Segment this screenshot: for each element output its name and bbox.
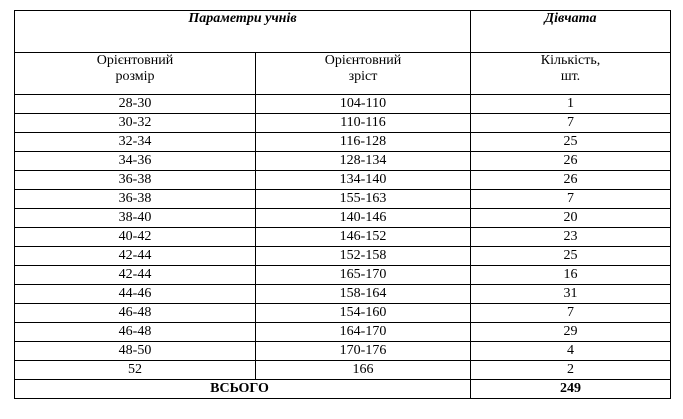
quantity-cell: 23: [471, 228, 671, 247]
size-cell: 44-46: [15, 285, 256, 304]
height-cell: 155-163: [256, 190, 471, 209]
quantity-cell: 26: [471, 171, 671, 190]
quantity-header-line-1: Кількість,: [540, 53, 601, 68]
table-row: [15, 266, 671, 285]
size-cell: 48-50: [15, 342, 256, 361]
table-row: [15, 247, 671, 266]
quantity-cell: 26: [471, 152, 671, 171]
table-row: [15, 133, 671, 152]
size-cell: 42-44: [15, 266, 256, 285]
size-cell: 34-36: [15, 152, 256, 171]
height-cell: 164-170: [256, 323, 471, 342]
quantity-cell: 7: [471, 304, 671, 323]
quantity-cell: 4: [471, 342, 671, 361]
height-cell: 158-164: [256, 285, 471, 304]
size-cell: 36-38: [15, 171, 256, 190]
quantity-cell: 29: [471, 323, 671, 342]
quantity-cell: 7: [471, 114, 671, 133]
table-row: [15, 228, 671, 247]
table-row: [15, 285, 671, 304]
table-body: [15, 11, 671, 399]
height-column-header: [256, 53, 471, 95]
size-cell: 28-30: [15, 95, 256, 114]
quantity-cell: 2: [471, 361, 671, 380]
quantity-cell: 31: [471, 285, 671, 304]
total-label: ВСЬОГО: [15, 380, 471, 399]
size-header-line-2: розмір: [115, 69, 155, 84]
size-cell: 38-40: [15, 209, 256, 228]
table-row: [15, 304, 671, 323]
quantity-header-line-2: шт.: [560, 69, 581, 84]
height-cell: 134-140: [256, 171, 471, 190]
quantity-cell: 25: [471, 247, 671, 266]
size-cell: 42-44: [15, 247, 256, 266]
quantity-cell: 1: [471, 95, 671, 114]
table-row: [15, 152, 671, 171]
quantity-cell: 7: [471, 190, 671, 209]
table-row: [15, 95, 671, 114]
header-row: [15, 11, 671, 53]
height-header-line-2: зріст: [348, 69, 378, 84]
table-row: [15, 190, 671, 209]
table-row: [15, 342, 671, 361]
height-cell: 165-170: [256, 266, 471, 285]
size-cell: 52: [15, 361, 256, 380]
height-cell: 128-134: [256, 152, 471, 171]
quantity-cell: 25: [471, 133, 671, 152]
table-row: [15, 114, 671, 133]
girls-header: Дівчата: [471, 11, 671, 53]
table-row: [15, 361, 671, 380]
params-header: Параметри учнів: [15, 11, 471, 53]
size-cell: 46-48: [15, 323, 256, 342]
size-cell: 46-48: [15, 304, 256, 323]
height-cell: 154-160: [256, 304, 471, 323]
height-cell: 166: [256, 361, 471, 380]
height-cell: 170-176: [256, 342, 471, 361]
quantity-column-header: [471, 53, 671, 95]
size-header-line-1: Орієнтовний: [96, 53, 174, 68]
size-cell: 40-42: [15, 228, 256, 247]
height-cell: 110-116: [256, 114, 471, 133]
total-value: 249: [471, 380, 671, 399]
sizes-table: [14, 10, 671, 399]
height-cell: 104-110: [256, 95, 471, 114]
size-cell: 32-34: [15, 133, 256, 152]
height-cell: 140-146: [256, 209, 471, 228]
table-row: [15, 323, 671, 342]
quantity-cell: 16: [471, 266, 671, 285]
subheader-row: [15, 53, 671, 95]
size-column-header: [15, 53, 256, 95]
height-cell: 152-158: [256, 247, 471, 266]
quantity-cell: 20: [471, 209, 671, 228]
height-cell: 116-128: [256, 133, 471, 152]
size-cell: 36-38: [15, 190, 256, 209]
size-cell: 30-32: [15, 114, 256, 133]
height-header-line-1: Орієнтовний: [324, 53, 402, 68]
height-cell: 146-152: [256, 228, 471, 247]
table-row: [15, 171, 671, 190]
total-row: [15, 380, 671, 399]
table-row: [15, 209, 671, 228]
